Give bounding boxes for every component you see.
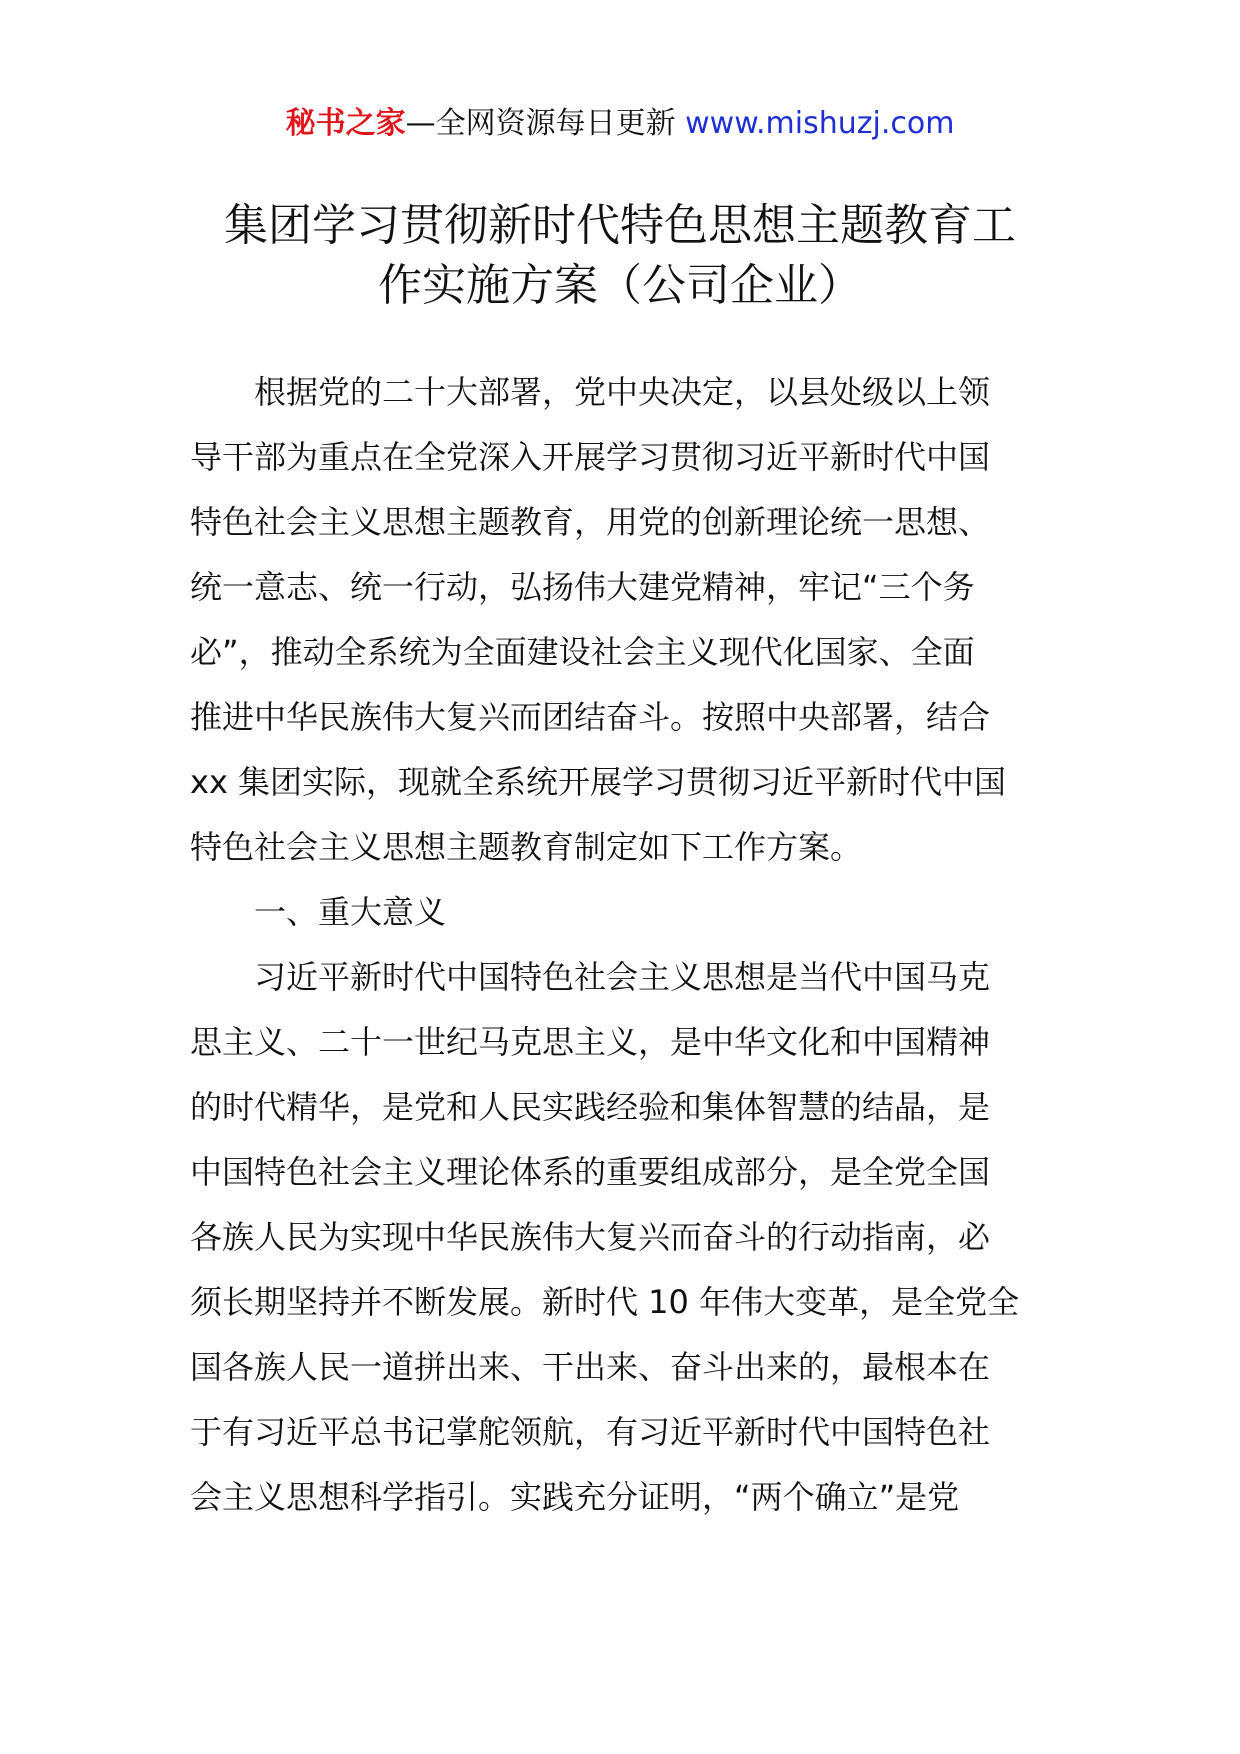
document-title [160, 196, 1080, 316]
body-line: 思主义、二十一世纪马克思主义，是中华文化和中国精神 [190, 1023, 991, 1061]
document-body [190, 360, 1050, 1530]
site-url-link[interactable]: www.mishuzj.com [685, 106, 955, 141]
section-heading: 一、重大意义 [254, 893, 447, 931]
title-line-1: 集团学习贯彻新时代特色思想主题教育工 [224, 200, 1016, 251]
body-line: xx 集团实际，现就全系统开展学习贯彻习近平新时代中国 [190, 763, 1007, 801]
body-line: 推进中华民族伟大复兴而团结奋斗。按照中央部署，结合 [190, 698, 991, 736]
body-line: 国各族人民一道拼出来、干出来、奋斗出来的，最根本在 [190, 1348, 991, 1386]
body-line: 会主义思想科学指引。实践充分证明，“两个确立”是党 [190, 1478, 960, 1516]
body-line: 根据党的二十大部署，党中央决定，以县处级以上领 [254, 373, 991, 411]
body-line: 须长期坚持并不断发展。新时代 10 年伟大变革，是全党全 [190, 1283, 1020, 1321]
body-line: 各族人民为实现中华民族伟大复兴而奋斗的行动指南，必 [190, 1218, 991, 1256]
body-line: 特色社会主义思想主题教育，用党的创新理论统一思想、 [190, 503, 991, 541]
body-line: 习近平新时代中国特色社会主义思想是当代中国马克 [254, 958, 991, 996]
body-line: 导干部为重点在全党深入开展学习贯彻习近平新时代中国 [190, 438, 991, 476]
body-line: 特色社会主义思想主题教育制定如下工作方案。 [190, 828, 863, 866]
body-line: 于有习近平总书记掌舵领航，有习近平新时代中国特色社 [190, 1413, 991, 1451]
site-header [0, 100, 1240, 148]
brand-name: 秘书之家 [285, 106, 406, 141]
body-line: 的时代精华，是党和人民实践经验和集体智慧的结晶，是 [190, 1088, 991, 1126]
header-tagline: —全网资源每日更新 [405, 106, 676, 141]
title-line-2: 作实施方案（公司企业） [378, 260, 862, 311]
body-line: 统一意志、统一行动，弘扬伟大建党精神，牢记“三个务 [190, 568, 975, 606]
body-line: 必”，推动全系统为全面建设社会主义现代化国家、全面 [190, 633, 975, 671]
body-line: 中国特色社会主义理论体系的重要组成部分，是全党全国 [190, 1153, 991, 1191]
